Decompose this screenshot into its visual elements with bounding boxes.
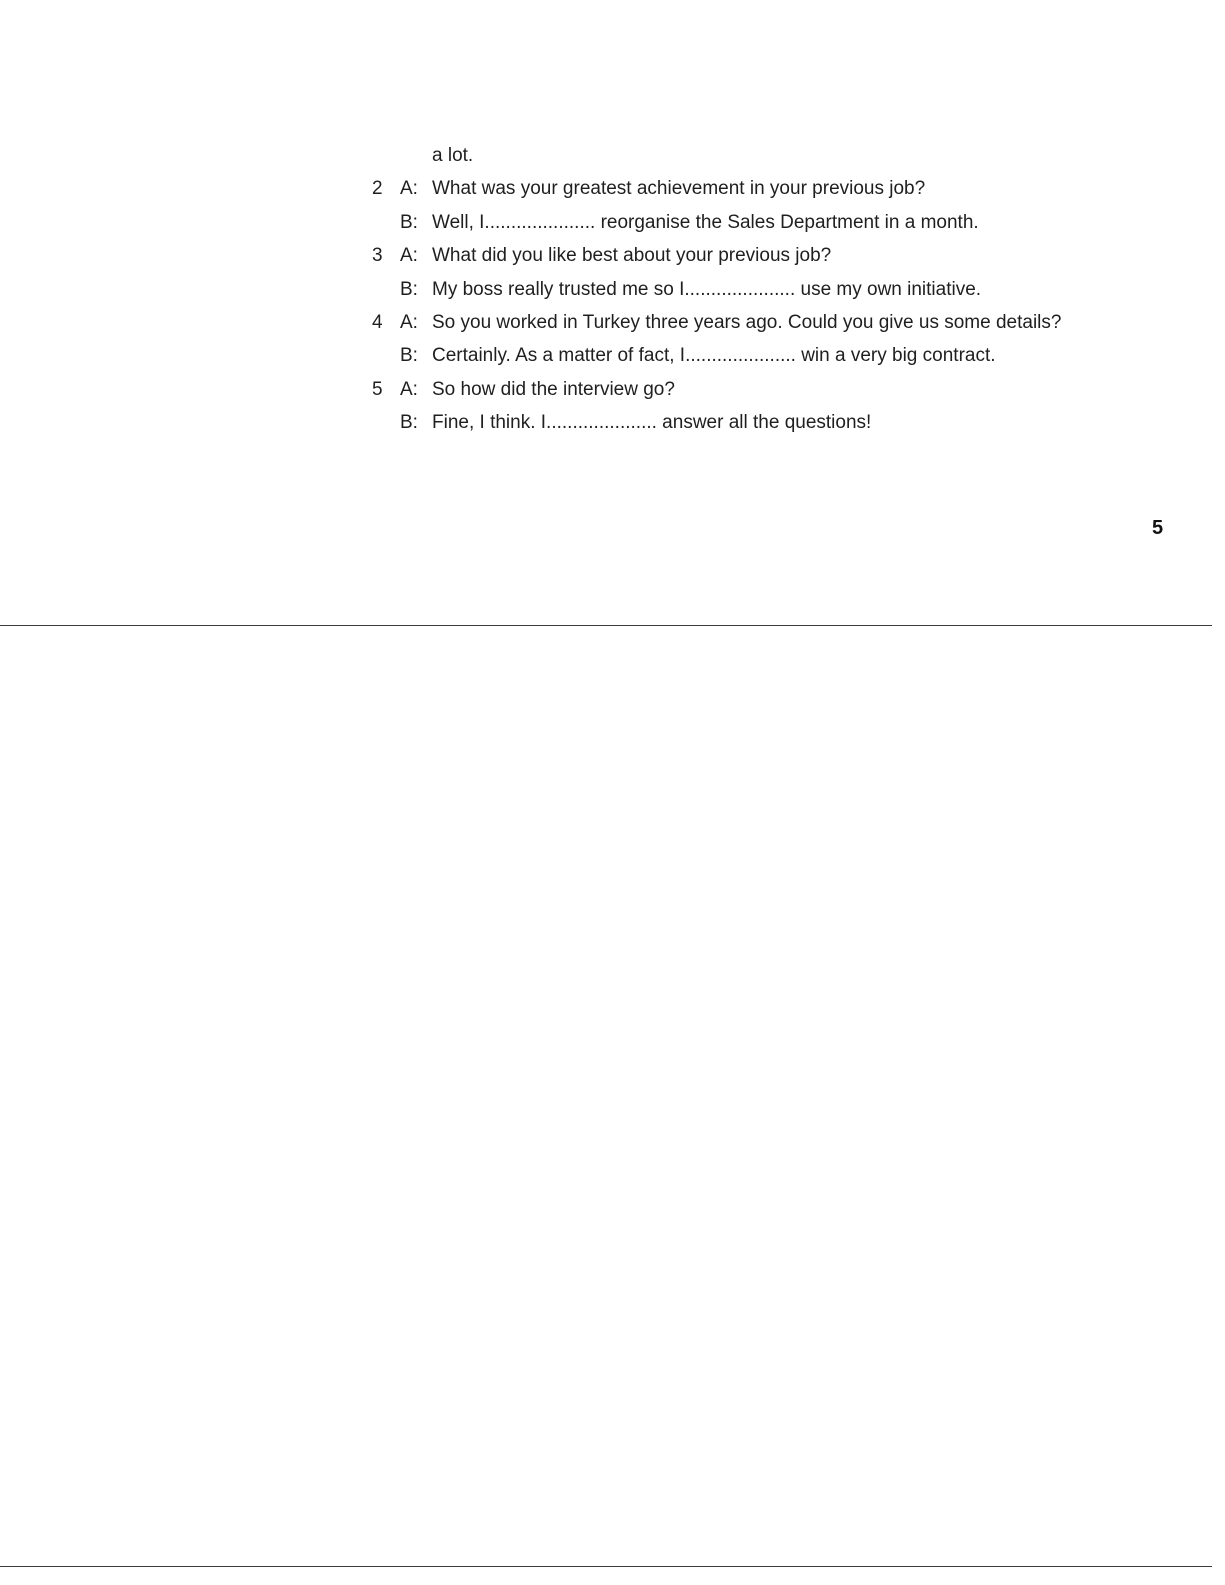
dialogue-text: What was your greatest achievement in your previous job? bbox=[432, 178, 926, 200]
item-number: 5 bbox=[372, 378, 383, 400]
speaker-label: B: bbox=[400, 345, 418, 367]
speaker-label: A: bbox=[400, 245, 418, 267]
speaker-label: A: bbox=[400, 378, 418, 400]
speaker-label: A: bbox=[400, 178, 418, 200]
continuation-line bbox=[372, 139, 1152, 172]
item-number: 4 bbox=[372, 311, 383, 333]
dialogue-text: What did you like best about your previous job? bbox=[432, 245, 832, 267]
item-5-line-b bbox=[372, 406, 1152, 439]
speaker-label: A: bbox=[400, 311, 418, 333]
item-4-line-a bbox=[372, 306, 1152, 339]
dialogue-text: So how did the interview go? bbox=[432, 378, 675, 400]
dialogue-text: Well, I..................... reorganise the Sales Department in a month. bbox=[432, 211, 979, 233]
item-number: 2 bbox=[372, 178, 383, 200]
speaker-label: B: bbox=[400, 211, 418, 233]
item-3-line-b bbox=[372, 273, 1152, 306]
dialogue-text: My boss really trusted me so I..................... use my own initiative. bbox=[432, 278, 982, 300]
item-2-line-b bbox=[372, 206, 1152, 239]
item-2-line-a bbox=[372, 172, 1152, 205]
page-divider bbox=[0, 625, 1212, 626]
dialogue-text: Certainly. As a matter of fact, I..................... win a very big contract. bbox=[432, 345, 996, 367]
bottom-divider bbox=[0, 1566, 1212, 1567]
dialogue-text: Fine, I think. I..................... answer all the questions! bbox=[432, 412, 872, 434]
speaker-label: B: bbox=[400, 412, 418, 434]
item-3-line-a bbox=[372, 239, 1152, 272]
dialogue-text: So you worked in Turkey three years ago. Could you give us some details? bbox=[432, 311, 1062, 333]
continuation-text: a lot. bbox=[432, 145, 474, 166]
item-5-line-a bbox=[372, 373, 1152, 406]
item-number: 3 bbox=[372, 245, 383, 267]
page-number: 5 bbox=[1152, 517, 1164, 539]
speaker-label: B: bbox=[400, 278, 418, 300]
item-4-line-b bbox=[372, 339, 1152, 372]
dialogue-exercise bbox=[372, 139, 1152, 440]
